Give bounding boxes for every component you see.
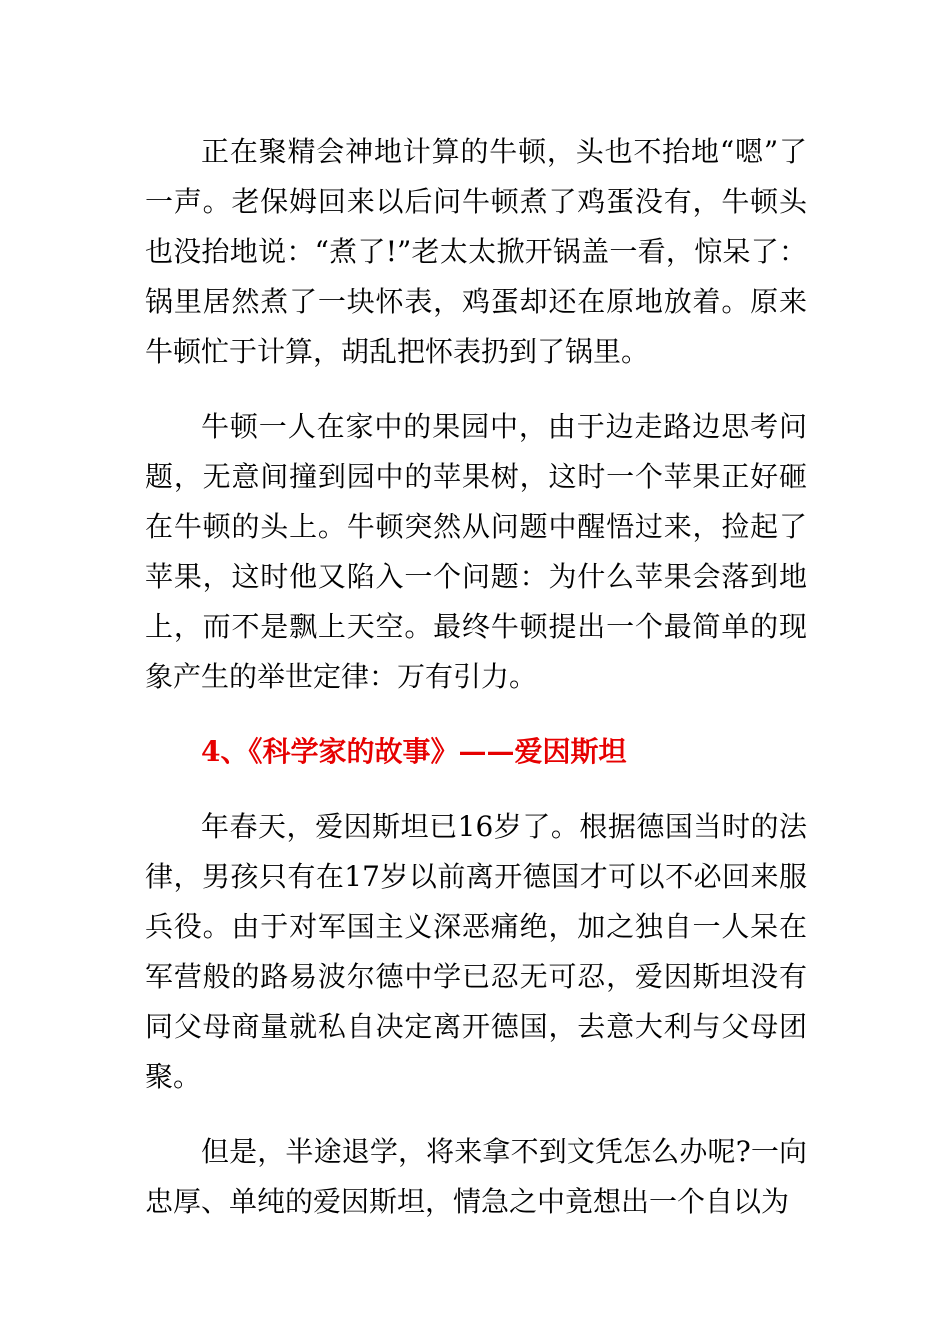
document-body <box>145 127 807 1252</box>
section-heading: 4、《科学家的故事》——爱因斯坦 <box>201 735 627 768</box>
paragraph-einstein-diploma: 但是，半途退学，将来拿不到文凭怎么办呢?一向忠厚、单纯的爱因斯坦，情急之中竟想出一个自以为 <box>145 1135 807 1218</box>
paragraph-newton-watch: 正在聚精会神地计算的牛顿，头也不抬地“嗯”了一声。老保姆回来以后问牛顿煮了鸡蛋没有，牛顿头也没抬地说：“煮了!”老太太掀开锅盖一看，惊呆了：锅里居然煮了一块怀表，鸡蛋却还在原地放着。原来牛顿忙于计算，胡乱把怀表扔到了锅里。 <box>145 135 807 368</box>
paragraph-newton-apple: 牛顿一人在家中的果园中，由于边走路边思考问题，无意间撞到园中的苹果树，这时一个苹果正好砸在牛顿的头上。牛顿突然从问题中醒悟过来，捡起了苹果，这时他又陷入一个问题：为什么苹果会落到地上，而不是飘上天空。最终牛顿提出一个最简单的现象产生的举世定律：万有引力。 <box>145 410 807 693</box>
paragraph-einstein-spring: 年春天，爱因斯坦已16岁了。根据德国当时的法律，男孩只有在17岁以前离开德国才可以不必回来服兵役。由于对军国主义深恶痛绝，加之独自一人呆在军营般的路易波尔德中学已忍无可忍，爱因斯坦没有同父母商量就私自决定离开德国，去意大利与父母团聚。 <box>145 810 807 1093</box>
